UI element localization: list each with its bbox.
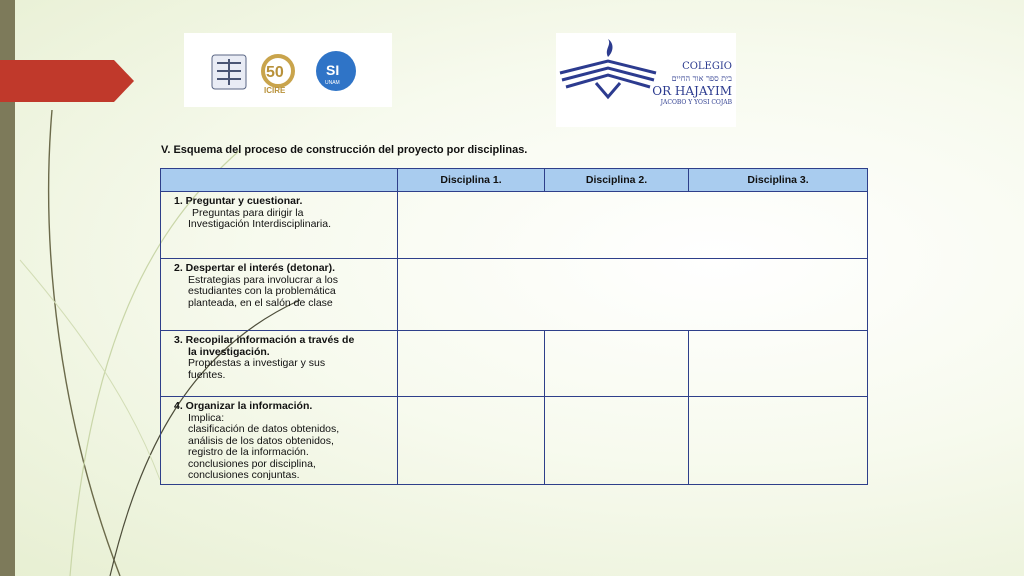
header-disciplina-3: Disciplina 3. bbox=[689, 169, 868, 192]
row-line: Implica: bbox=[188, 411, 225, 424]
logo-jacobo-text: JACOBO Y YOSI COJAB bbox=[660, 99, 732, 106]
row-label bbox=[161, 259, 398, 331]
logo-50-label: 50 bbox=[266, 64, 284, 81]
cell-disciplina-2[interactable] bbox=[545, 397, 689, 485]
row-line: estudiantes con la problemática bbox=[188, 285, 336, 297]
row-line: Preguntas para dirigir la bbox=[192, 206, 304, 219]
header-blank bbox=[161, 169, 398, 192]
row-line: planteada, en el salón de clase bbox=[188, 296, 333, 309]
row-line: conclusiones conjuntas. bbox=[188, 469, 300, 481]
row-title: 2. Despertar el interés (detonar). bbox=[174, 262, 336, 274]
row-label bbox=[161, 397, 398, 485]
table-row bbox=[161, 397, 868, 485]
header-disciplina-2: Disciplina 2. bbox=[545, 169, 689, 192]
partner-logos bbox=[184, 33, 392, 107]
logo-si-label: SI bbox=[326, 62, 340, 78]
section-heading: V. Esquema del proceso de construcción del proyecto por disciplinas. bbox=[161, 144, 528, 156]
row-line: clasificación de datos obtenidos, bbox=[188, 423, 340, 435]
table-row bbox=[161, 331, 868, 397]
logo-or-hajayim-text: OR HAJAYIM bbox=[652, 84, 732, 98]
logo-icire-label: ICIRE bbox=[264, 86, 286, 95]
cell-disciplina-3[interactable] bbox=[689, 397, 868, 485]
cell-disciplina-2[interactable] bbox=[545, 331, 689, 397]
header-disciplina-1: Disciplina 1. bbox=[398, 169, 545, 192]
logo-unam-label: UNAM bbox=[325, 80, 340, 86]
discipline-table bbox=[160, 168, 868, 485]
table-row bbox=[161, 192, 868, 259]
row-label bbox=[161, 331, 398, 397]
logo-hebrew-text: בית ספר אור החיים bbox=[671, 74, 732, 83]
row-line: fuentes. bbox=[188, 368, 226, 381]
row-title: 1. Preguntar y cuestionar. bbox=[174, 195, 303, 207]
table-header-row bbox=[161, 169, 868, 192]
colegio-or-hajayim-logo bbox=[556, 33, 736, 127]
cell-disciplina-3[interactable] bbox=[689, 331, 868, 397]
table-row bbox=[161, 259, 868, 331]
unam-crest-icon bbox=[212, 55, 246, 89]
row-line: Investigación Interdisciplinaria. bbox=[188, 218, 331, 230]
row-line: registro de la información. bbox=[188, 446, 309, 458]
row-title: 4. Organizar la información. bbox=[174, 400, 313, 412]
row-line: Propuestas a investigar y sus bbox=[188, 357, 326, 369]
cell-disciplina-1[interactable] bbox=[398, 397, 545, 485]
merged-cell[interactable] bbox=[398, 259, 868, 331]
row-label bbox=[161, 192, 398, 259]
row-title: 3. Recopilar información a través de bbox=[174, 334, 355, 346]
row-title-continued: la investigación. bbox=[188, 345, 270, 358]
row-line: análisis de los datos obtenidos, bbox=[188, 434, 334, 447]
red-arrow-shape bbox=[0, 60, 134, 102]
logo-colegio-text: COLEGIO bbox=[682, 61, 732, 72]
merged-cell[interactable] bbox=[398, 192, 868, 259]
cell-disciplina-1[interactable] bbox=[398, 331, 545, 397]
row-line: conclusiones por disciplina, bbox=[188, 457, 316, 470]
book-flame-icon bbox=[560, 39, 656, 97]
row-line: Estrategias para involucrar a los bbox=[188, 273, 338, 286]
